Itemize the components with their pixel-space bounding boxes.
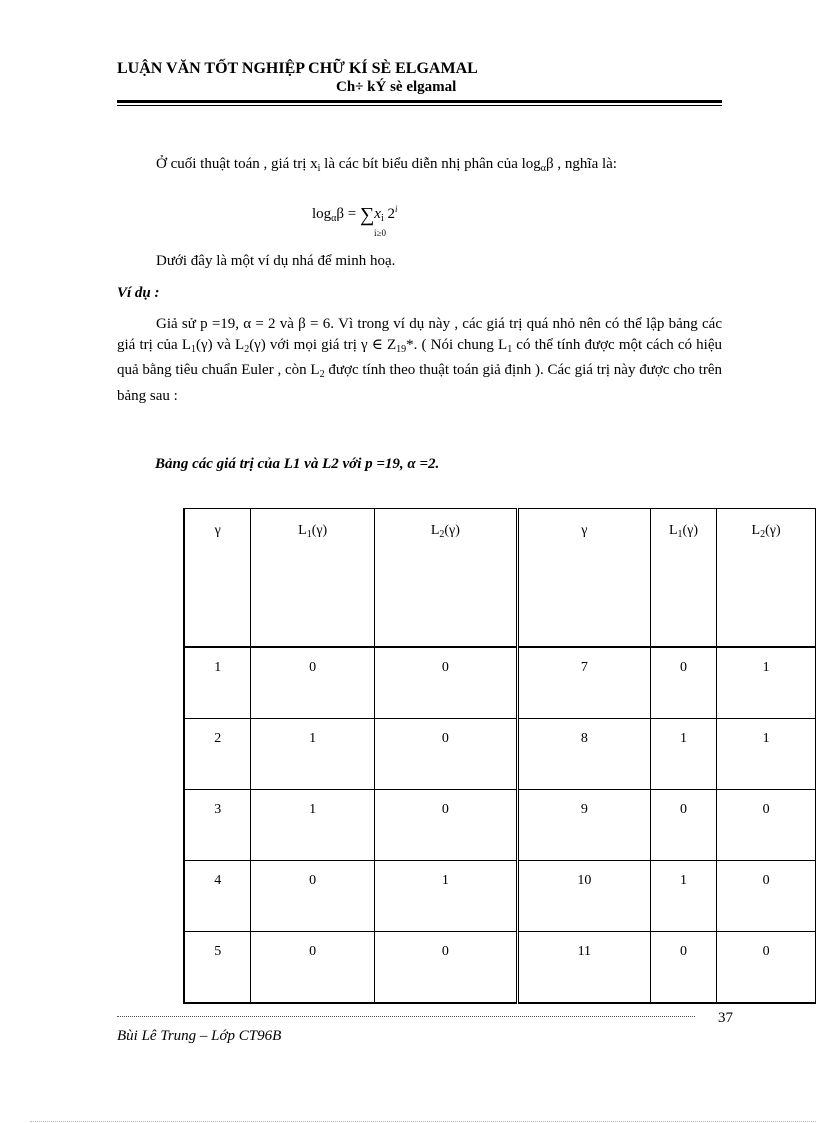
table-cell: 0 bbox=[374, 790, 517, 861]
table-cell: 1 bbox=[650, 719, 716, 790]
values-table bbox=[183, 508, 816, 1004]
table-cell: 7 bbox=[517, 647, 650, 719]
table-cell: 0 bbox=[374, 932, 517, 1004]
table-header-row bbox=[184, 509, 816, 648]
table-row bbox=[184, 932, 816, 1004]
header-l2-2: $L_2(\gamma)$ bbox=[717, 509, 816, 648]
table-cell: 4 bbox=[184, 861, 251, 932]
footer-author: Bùi Lê Trung – Lớp CT96B bbox=[117, 1028, 282, 1044]
table-cell: 0 bbox=[251, 647, 374, 719]
table-cell: 1 bbox=[650, 861, 716, 932]
table-cell: 1 bbox=[184, 647, 251, 719]
table-cell: 5 bbox=[184, 932, 251, 1004]
header-l1-2: $L_1(\gamma)$ bbox=[650, 509, 716, 648]
header-subtitle: Ch÷ kÝ sè elgamal bbox=[336, 79, 457, 95]
table-row bbox=[184, 719, 816, 790]
sum-symbol: ∑ bbox=[360, 204, 375, 226]
page-number: 37 bbox=[718, 1010, 733, 1026]
table-cell: 1 bbox=[251, 719, 374, 790]
table-cell: 0 bbox=[251, 932, 374, 1004]
table-cell: 11 bbox=[517, 932, 650, 1004]
table-cell: 0 bbox=[717, 861, 816, 932]
table-cell: 8 bbox=[517, 719, 650, 790]
table-cell: 0 bbox=[717, 932, 816, 1004]
table-cell: 1 bbox=[374, 861, 517, 932]
header-rule-thick bbox=[117, 100, 722, 103]
footer-rule bbox=[117, 1016, 695, 1017]
paragraph-1: Ở cuối thuật toán , giá trị $x_i$ là các bít biểu diễn nhị phân của $\log_\alpha\beta$ , nghĩa là: bbox=[156, 156, 617, 174]
table-cell: 0 bbox=[374, 719, 517, 790]
table-cell: 1 bbox=[717, 647, 816, 719]
table-cell: 0 bbox=[650, 647, 716, 719]
table-cell: 2 bbox=[184, 719, 251, 790]
table-cell: 9 bbox=[517, 790, 650, 861]
table-cell: 0 bbox=[374, 647, 517, 719]
table-cell: 10 bbox=[517, 861, 650, 932]
header-title: LUẬN VĂN TỐT NGHIỆP CHỮ KÍ SÈ ELGAMAL bbox=[117, 60, 478, 77]
table-cell: 3 bbox=[184, 790, 251, 861]
table-cell: 0 bbox=[650, 932, 716, 1004]
header-rule-thin bbox=[117, 105, 722, 106]
header-gamma-2: γ bbox=[517, 509, 650, 648]
table-row bbox=[184, 790, 816, 861]
header-l1-1: $L_1(\gamma)$ bbox=[251, 509, 374, 648]
example-heading: Ví dụ : bbox=[117, 285, 160, 301]
page-bottom-rule bbox=[30, 1121, 816, 1122]
sum-formula: $\log_\alpha\beta = \sum x_i$ 2$^i$ i≥0 bbox=[312, 204, 398, 238]
paragraph-3: Giả sử p =19, α = 2 và β = 6. Vì trong ví dụ này , các giá trị quá nhỏ nên có thể lập bảng các giá trị của $L_1(\gamma)$ và $L_2(\gamma)$ với mọi giá trị γ ∈ $Z_{19}*$. ( Nói chung $L_1$ có thể tính được một cách có hiệu quả bằng tiêu chuẩn Euler , còn $L_2$ được tính theo thuật toán giả định ). Các giá trị này được cho trên bảng sau : bbox=[117, 316, 722, 404]
table-cell: 0 bbox=[650, 790, 716, 861]
header-gamma-1: γ bbox=[184, 509, 251, 648]
table-cell: 1 bbox=[251, 790, 374, 861]
table-row bbox=[184, 647, 816, 719]
paragraph-2: Dưới đây là một ví dụ nhá để minh hoạ. bbox=[156, 253, 396, 269]
table-row bbox=[184, 861, 816, 932]
table-caption: Bảng các giá trị của L1 và L2 với p =19, α =2. bbox=[155, 456, 440, 472]
table-cell: 0 bbox=[717, 790, 816, 861]
sum-limit: i≥0 bbox=[374, 228, 386, 238]
table-cell: 0 bbox=[251, 861, 374, 932]
header-l2-1: $L_2(\gamma)$ bbox=[374, 509, 517, 648]
table-cell: 1 bbox=[717, 719, 816, 790]
